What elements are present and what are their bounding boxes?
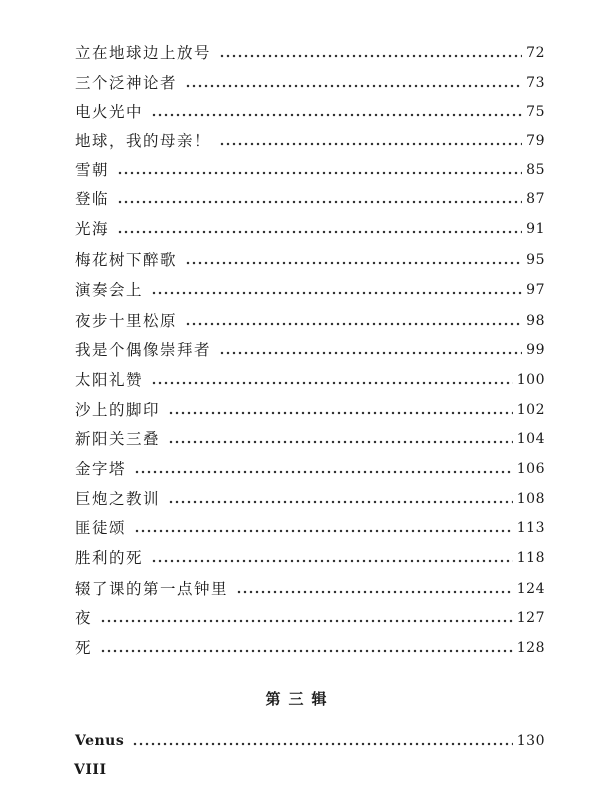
dot-leader — [219, 141, 522, 147]
toc-entry[interactable] — [75, 40, 545, 64]
dot-leader — [151, 112, 522, 118]
entry-title: 三个泛神论者 — [75, 74, 178, 92]
dot-leader — [168, 410, 513, 416]
dot-leader — [185, 83, 522, 89]
entry-title: 电火光中 — [75, 103, 144, 121]
entry-page: 72 — [526, 45, 545, 61]
entry-page: 91 — [526, 221, 545, 237]
entry-title: 梅花树下醉歌 — [75, 251, 178, 269]
entry-page: 113 — [516, 520, 545, 536]
entry-page: 118 — [516, 550, 545, 566]
entry-page: 130 — [516, 733, 545, 749]
dot-leader — [219, 53, 522, 59]
dot-leader — [134, 528, 513, 534]
entry-title: 匪徒颂 — [75, 519, 127, 537]
entry-page: 128 — [516, 640, 545, 656]
dot-leader — [236, 589, 513, 595]
entry-page: 85 — [526, 162, 545, 178]
entry-page: 95 — [526, 252, 545, 268]
toc-entry[interactable] — [75, 635, 545, 659]
entry-title: 胜利的死 — [75, 549, 144, 567]
toc-entry[interactable] — [75, 456, 545, 480]
entry-title: 我是个偶像崇拜者 — [75, 341, 212, 359]
dot-leader — [168, 499, 513, 505]
toc-entry[interactable] — [75, 337, 545, 361]
entry-page: 98 — [526, 313, 545, 329]
dot-leader — [100, 648, 513, 654]
entry-title: Venus — [75, 733, 125, 749]
toc-entry[interactable] — [75, 247, 545, 271]
toc-entry[interactable] — [75, 277, 545, 301]
entry-title: 地球，我的母亲！ — [75, 132, 212, 150]
dot-leader — [117, 229, 522, 235]
entry-page: 106 — [516, 461, 545, 477]
dot-leader — [168, 439, 513, 445]
toc-entry[interactable] — [75, 515, 545, 539]
toc-entry[interactable] — [75, 426, 545, 450]
entry-page: 102 — [516, 402, 545, 418]
toc-entry[interactable] — [75, 545, 545, 569]
entry-title: 雪朝 — [75, 161, 110, 179]
toc-entry[interactable] — [75, 128, 545, 152]
toc-entry[interactable] — [75, 605, 545, 629]
toc-entry[interactable] — [75, 486, 545, 510]
entry-title: 太阳礼赞 — [75, 371, 144, 389]
entry-title: 光海 — [75, 220, 110, 238]
entry-page: 100 — [516, 372, 545, 388]
page-number: VIII — [74, 762, 107, 778]
entry-page: 104 — [516, 431, 545, 447]
dot-leader — [117, 199, 522, 205]
dot-leader — [151, 290, 522, 296]
entry-title: 金字塔 — [75, 460, 127, 478]
entry-title: 巨炮之教训 — [75, 490, 161, 508]
entry-page: 99 — [526, 342, 545, 358]
toc-entry[interactable] — [75, 70, 545, 94]
toc-entry[interactable] — [75, 308, 545, 332]
dot-leader — [185, 260, 522, 266]
entry-title: 夜步十里松原 — [75, 312, 178, 330]
entry-title: 沙上的脚印 — [75, 401, 161, 419]
dot-leader — [151, 558, 513, 564]
entry-page: 108 — [516, 491, 545, 507]
toc-entry[interactable] — [75, 728, 545, 752]
entry-title: 演奏会上 — [75, 281, 144, 299]
entry-title: 辍了课的第一点钟里 — [75, 580, 229, 598]
entry-title: 死 — [75, 639, 93, 657]
entry-page: 127 — [516, 610, 545, 626]
dot-leader — [219, 350, 522, 356]
entry-page: 79 — [526, 133, 545, 149]
entry-page: 124 — [516, 581, 545, 597]
dot-leader — [100, 618, 513, 624]
entry-title: 夜 — [75, 609, 93, 627]
toc-entry[interactable] — [75, 99, 545, 123]
dot-leader — [134, 469, 513, 475]
dot-leader — [117, 170, 522, 176]
section-heading: 第三辑 — [265, 690, 335, 708]
toc-entry[interactable] — [75, 186, 545, 210]
entry-title: 新阳关三叠 — [75, 430, 161, 448]
toc-entry[interactable] — [75, 397, 545, 421]
toc-entry[interactable] — [75, 576, 545, 600]
entry-title: 登临 — [75, 190, 110, 208]
entry-page: 73 — [526, 75, 545, 91]
toc-entry[interactable] — [75, 157, 545, 181]
dot-leader — [151, 380, 513, 386]
dot-leader — [132, 741, 513, 747]
toc-entry[interactable] — [75, 367, 545, 391]
entry-page: 87 — [526, 191, 545, 207]
toc-entry[interactable] — [75, 216, 545, 240]
dot-leader — [185, 321, 522, 327]
entry-page: 75 — [526, 104, 545, 120]
entry-title: 立在地球边上放号 — [75, 44, 212, 62]
entry-page: 97 — [526, 282, 545, 298]
